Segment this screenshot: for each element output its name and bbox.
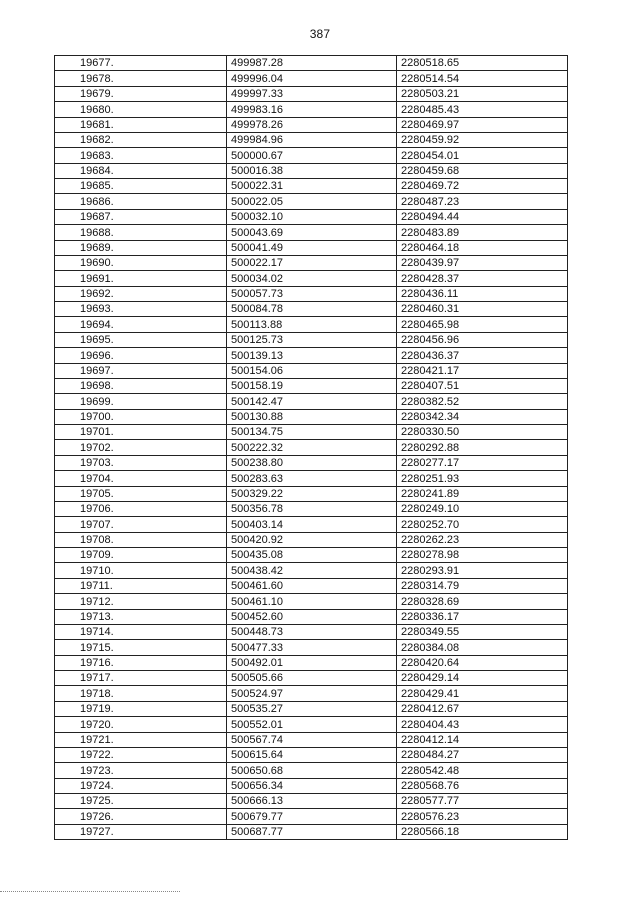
point-number-cell: 19701. — [55, 425, 227, 440]
point-number-cell: 19719. — [55, 701, 227, 716]
point-number-cell: 19683. — [55, 148, 227, 163]
y-coordinate-cell: 2280576.23 — [397, 809, 568, 824]
point-number-cell: 19698. — [55, 378, 227, 393]
x-coordinate-cell: 500134.75 — [227, 425, 397, 440]
point-number-cell: 19714. — [55, 624, 227, 639]
y-coordinate-cell: 2280349.55 — [397, 624, 568, 639]
x-coordinate-cell: 500435.08 — [227, 548, 397, 563]
table-row — [55, 56, 568, 71]
table-row — [55, 594, 568, 609]
point-number-cell: 19693. — [55, 302, 227, 317]
table-row — [55, 271, 568, 286]
table-row — [55, 86, 568, 101]
point-number-cell: 19721. — [55, 732, 227, 747]
x-coordinate-cell: 500016.38 — [227, 163, 397, 178]
x-coordinate-cell: 500022.05 — [227, 194, 397, 209]
table-row — [55, 747, 568, 762]
y-coordinate-cell: 2280330.50 — [397, 425, 568, 440]
point-number-cell: 19704. — [55, 471, 227, 486]
x-coordinate-cell: 499997.33 — [227, 86, 397, 101]
y-coordinate-cell: 2280249.10 — [397, 501, 568, 516]
point-number-cell: 19722. — [55, 747, 227, 762]
y-coordinate-cell: 2280336.17 — [397, 609, 568, 624]
table-row — [55, 332, 568, 347]
y-coordinate-cell: 2280428.37 — [397, 271, 568, 286]
point-number-cell: 19699. — [55, 394, 227, 409]
x-coordinate-cell: 500461.60 — [227, 578, 397, 593]
page-number: 387 — [309, 27, 331, 41]
y-coordinate-cell: 2280292.88 — [397, 440, 568, 455]
table-row — [55, 455, 568, 470]
x-coordinate-cell: 500142.47 — [227, 394, 397, 409]
point-number-cell: 19724. — [55, 778, 227, 793]
table-row — [55, 609, 568, 624]
table-row — [55, 578, 568, 593]
table-row — [55, 132, 568, 147]
x-coordinate-cell: 500403.14 — [227, 517, 397, 532]
table-row — [55, 671, 568, 686]
footer-rule — [0, 891, 180, 892]
y-coordinate-cell: 2280436.37 — [397, 348, 568, 363]
x-coordinate-cell: 500505.66 — [227, 671, 397, 686]
x-coordinate-cell: 500356.78 — [227, 501, 397, 516]
x-coordinate-cell: 500041.49 — [227, 240, 397, 255]
table-row — [55, 194, 568, 209]
x-coordinate-cell: 500687.77 — [227, 824, 397, 839]
y-coordinate-cell: 2280314.79 — [397, 578, 568, 593]
point-number-cell: 19684. — [55, 163, 227, 178]
table-row — [55, 71, 568, 86]
table-row — [55, 717, 568, 732]
y-coordinate-cell: 2280454.01 — [397, 148, 568, 163]
x-coordinate-cell: 500679.77 — [227, 809, 397, 824]
y-coordinate-cell: 2280407.51 — [397, 378, 568, 393]
x-coordinate-cell: 500656.34 — [227, 778, 397, 793]
y-coordinate-cell: 2280429.14 — [397, 671, 568, 686]
table-row — [55, 440, 568, 455]
y-coordinate-cell: 2280503.21 — [397, 86, 568, 101]
x-coordinate-cell: 500084.78 — [227, 302, 397, 317]
x-coordinate-cell: 500158.19 — [227, 378, 397, 393]
x-coordinate-cell: 500057.73 — [227, 286, 397, 301]
y-coordinate-cell: 2280251.93 — [397, 471, 568, 486]
x-coordinate-cell: 500420.92 — [227, 532, 397, 547]
x-coordinate-cell: 500567.74 — [227, 732, 397, 747]
table-row — [55, 302, 568, 317]
table-row — [55, 701, 568, 716]
point-number-cell: 19686. — [55, 194, 227, 209]
point-number-cell: 19682. — [55, 132, 227, 147]
x-coordinate-cell: 500461.10 — [227, 594, 397, 609]
table-row — [55, 486, 568, 501]
y-coordinate-cell: 2280494.44 — [397, 209, 568, 224]
table-row — [55, 179, 568, 194]
x-coordinate-cell: 500492.01 — [227, 655, 397, 670]
y-coordinate-cell: 2280566.18 — [397, 824, 568, 839]
y-coordinate-cell: 2280420.64 — [397, 655, 568, 670]
y-coordinate-cell: 2280469.72 — [397, 179, 568, 194]
table-row — [55, 240, 568, 255]
y-coordinate-cell: 2280241.89 — [397, 486, 568, 501]
y-coordinate-cell: 2280429.41 — [397, 686, 568, 701]
y-coordinate-cell: 2280485.43 — [397, 102, 568, 117]
table-row — [55, 394, 568, 409]
table-row — [55, 317, 568, 332]
point-number-cell: 19679. — [55, 86, 227, 101]
table-row — [55, 548, 568, 563]
point-number-cell: 19680. — [55, 102, 227, 117]
x-coordinate-cell: 500283.63 — [227, 471, 397, 486]
y-coordinate-cell: 2280293.91 — [397, 563, 568, 578]
point-number-cell: 19685. — [55, 179, 227, 194]
table-row — [55, 117, 568, 132]
x-coordinate-cell: 499983.16 — [227, 102, 397, 117]
point-number-cell: 19715. — [55, 640, 227, 655]
x-coordinate-cell: 500438.42 — [227, 563, 397, 578]
y-coordinate-cell: 2280436.11 — [397, 286, 568, 301]
table-row — [55, 732, 568, 747]
table-row — [55, 209, 568, 224]
x-coordinate-cell: 499984.96 — [227, 132, 397, 147]
y-coordinate-cell: 2280404.43 — [397, 717, 568, 732]
y-coordinate-cell: 2280262.23 — [397, 532, 568, 547]
y-coordinate-cell: 2280278.98 — [397, 548, 568, 563]
point-number-cell: 19695. — [55, 332, 227, 347]
point-number-cell: 19692. — [55, 286, 227, 301]
point-number-cell: 19696. — [55, 348, 227, 363]
x-coordinate-cell: 500524.97 — [227, 686, 397, 701]
x-coordinate-cell: 500222.32 — [227, 440, 397, 455]
x-coordinate-cell: 500329.22 — [227, 486, 397, 501]
y-coordinate-cell: 2280412.67 — [397, 701, 568, 716]
table-row — [55, 794, 568, 809]
x-coordinate-cell: 500448.73 — [227, 624, 397, 639]
table-row — [55, 348, 568, 363]
point-number-cell: 19720. — [55, 717, 227, 732]
coordinates-table — [54, 55, 568, 840]
x-coordinate-cell: 500125.73 — [227, 332, 397, 347]
table-row — [55, 532, 568, 547]
table-row — [55, 255, 568, 270]
point-number-cell: 19687. — [55, 209, 227, 224]
point-number-cell: 19717. — [55, 671, 227, 686]
y-coordinate-cell: 2280469.97 — [397, 117, 568, 132]
point-number-cell: 19702. — [55, 440, 227, 455]
y-coordinate-cell: 2280421.17 — [397, 363, 568, 378]
y-coordinate-cell: 2280439.97 — [397, 255, 568, 270]
x-coordinate-cell: 500130.88 — [227, 409, 397, 424]
x-coordinate-cell: 500535.27 — [227, 701, 397, 716]
y-coordinate-cell: 2280483.89 — [397, 225, 568, 240]
y-coordinate-cell: 2280465.98 — [397, 317, 568, 332]
point-number-cell: 19689. — [55, 240, 227, 255]
coordinates-table-body — [55, 56, 568, 840]
x-coordinate-cell: 500034.02 — [227, 271, 397, 286]
point-number-cell: 19694. — [55, 317, 227, 332]
point-number-cell: 19716. — [55, 655, 227, 670]
x-coordinate-cell: 500043.69 — [227, 225, 397, 240]
y-coordinate-cell: 2280514.54 — [397, 71, 568, 86]
table-row — [55, 409, 568, 424]
table-row — [55, 163, 568, 178]
y-coordinate-cell: 2280252.70 — [397, 517, 568, 532]
point-number-cell: 19706. — [55, 501, 227, 516]
point-number-cell: 19700. — [55, 409, 227, 424]
point-number-cell: 19712. — [55, 594, 227, 609]
table-row — [55, 763, 568, 778]
x-coordinate-cell: 500154.06 — [227, 363, 397, 378]
point-number-cell: 19690. — [55, 255, 227, 270]
table-row — [55, 686, 568, 701]
y-coordinate-cell: 2280487.23 — [397, 194, 568, 209]
x-coordinate-cell: 499996.04 — [227, 71, 397, 86]
x-coordinate-cell: 500452.60 — [227, 609, 397, 624]
table-row — [55, 824, 568, 839]
x-coordinate-cell: 500113.88 — [227, 317, 397, 332]
y-coordinate-cell: 2280484.27 — [397, 747, 568, 762]
y-coordinate-cell: 2280384.08 — [397, 640, 568, 655]
y-coordinate-cell: 2280460.31 — [397, 302, 568, 317]
x-coordinate-cell: 500650.68 — [227, 763, 397, 778]
y-coordinate-cell: 2280456.96 — [397, 332, 568, 347]
y-coordinate-cell: 2280382.52 — [397, 394, 568, 409]
y-coordinate-cell: 2280459.92 — [397, 132, 568, 147]
x-coordinate-cell: 500238.80 — [227, 455, 397, 470]
table-row — [55, 563, 568, 578]
y-coordinate-cell: 2280459.68 — [397, 163, 568, 178]
x-coordinate-cell: 500666.13 — [227, 794, 397, 809]
table-row — [55, 778, 568, 793]
y-coordinate-cell: 2280412.14 — [397, 732, 568, 747]
point-number-cell: 19727. — [55, 824, 227, 839]
point-number-cell: 19678. — [55, 71, 227, 86]
x-coordinate-cell: 500552.01 — [227, 717, 397, 732]
point-number-cell: 19703. — [55, 455, 227, 470]
table-row — [55, 286, 568, 301]
y-coordinate-cell: 2280342.34 — [397, 409, 568, 424]
x-coordinate-cell: 500000.67 — [227, 148, 397, 163]
table-row — [55, 363, 568, 378]
x-coordinate-cell: 500032.10 — [227, 209, 397, 224]
y-coordinate-cell: 2280577.77 — [397, 794, 568, 809]
point-number-cell: 19707. — [55, 517, 227, 532]
y-coordinate-cell: 2280328.69 — [397, 594, 568, 609]
y-coordinate-cell: 2280518.65 — [397, 56, 568, 71]
point-number-cell: 19705. — [55, 486, 227, 501]
table-row — [55, 148, 568, 163]
x-coordinate-cell: 499987.28 — [227, 56, 397, 71]
point-number-cell: 19711. — [55, 578, 227, 593]
point-number-cell: 19709. — [55, 548, 227, 563]
table-row — [55, 425, 568, 440]
point-number-cell: 19725. — [55, 794, 227, 809]
y-coordinate-cell: 2280568.76 — [397, 778, 568, 793]
point-number-cell: 19723. — [55, 763, 227, 778]
point-number-cell: 19726. — [55, 809, 227, 824]
table-row — [55, 378, 568, 393]
table-row — [55, 501, 568, 516]
point-number-cell: 19677. — [55, 56, 227, 71]
point-number-cell: 19718. — [55, 686, 227, 701]
point-number-cell: 19713. — [55, 609, 227, 624]
point-number-cell: 19691. — [55, 271, 227, 286]
table-row — [55, 655, 568, 670]
y-coordinate-cell: 2280542.48 — [397, 763, 568, 778]
y-coordinate-cell: 2280277.17 — [397, 455, 568, 470]
x-coordinate-cell: 499978.26 — [227, 117, 397, 132]
y-coordinate-cell: 2280464.18 — [397, 240, 568, 255]
table-row — [55, 624, 568, 639]
x-coordinate-cell: 500139.13 — [227, 348, 397, 363]
x-coordinate-cell: 500477.33 — [227, 640, 397, 655]
point-number-cell: 19697. — [55, 363, 227, 378]
point-number-cell: 19688. — [55, 225, 227, 240]
table-row — [55, 809, 568, 824]
x-coordinate-cell: 500022.17 — [227, 255, 397, 270]
table-row — [55, 102, 568, 117]
table-row — [55, 471, 568, 486]
point-number-cell: 19681. — [55, 117, 227, 132]
point-number-cell: 19710. — [55, 563, 227, 578]
table-row — [55, 517, 568, 532]
point-number-cell: 19708. — [55, 532, 227, 547]
table-row — [55, 225, 568, 240]
x-coordinate-cell: 500615.64 — [227, 747, 397, 762]
table-row — [55, 640, 568, 655]
x-coordinate-cell: 500022.31 — [227, 179, 397, 194]
